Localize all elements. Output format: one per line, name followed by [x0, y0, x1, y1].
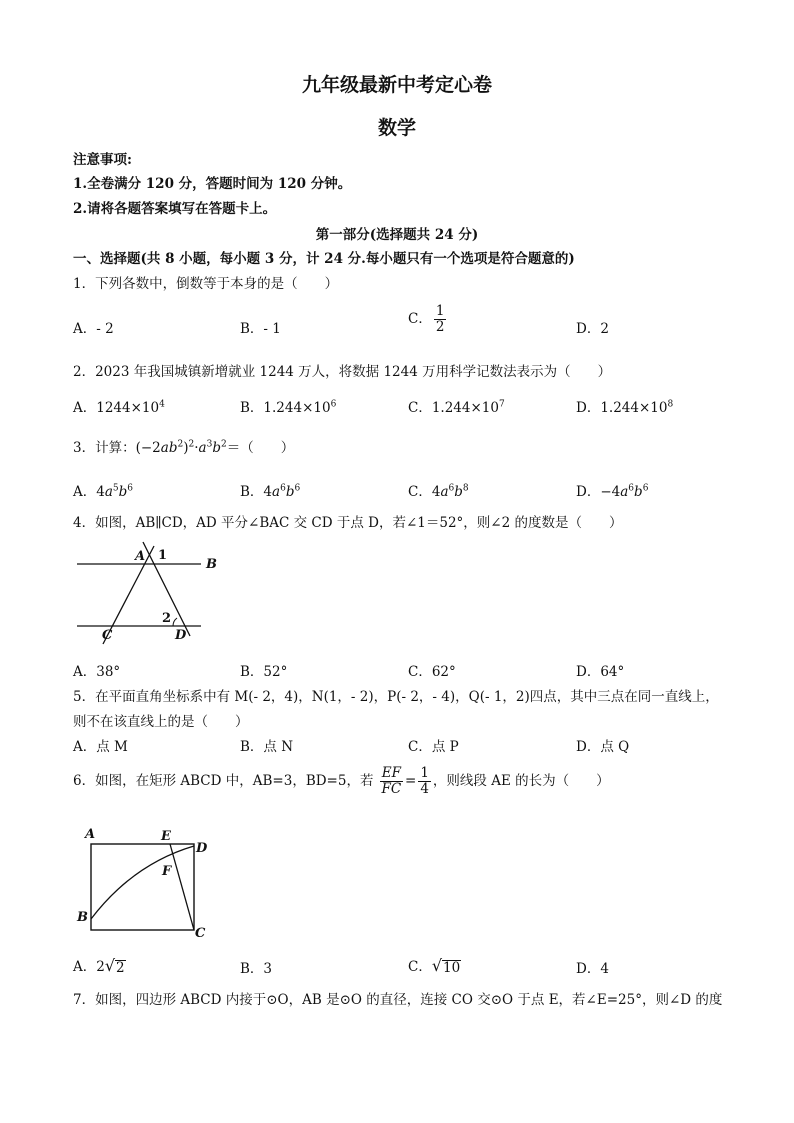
- q2-option-c: C．$1.244\times 10^7$: [408, 399, 505, 416]
- q3-stem: 3．计算：$(-2ab^2)^2\cdot a^3b^2=$（ ）: [73, 439, 295, 456]
- q6-segment-ec: [170, 844, 194, 930]
- q2-stem: 2．2023 年我国城镇新增就业 1244 万人，将数据 1244 万用科学记数法表示为（ ）: [73, 364, 612, 380]
- q6-frac-4: 4: [420, 780, 429, 797]
- q4-figure: [73, 538, 233, 650]
- q6-label-b: B: [77, 910, 88, 925]
- q6-label-a: A: [85, 827, 96, 842]
- q6-label-c: C: [195, 926, 206, 940]
- part1-title: 第一部分(选择题共 24 分): [315, 227, 479, 243]
- q6-label-d: D: [196, 841, 208, 856]
- q6-curve-bd: [91, 846, 194, 919]
- q6-frac-fc: FC: [381, 780, 402, 797]
- q4-option-c: C．62°: [408, 664, 456, 680]
- q4-option-a: A．38°: [73, 664, 121, 680]
- q6-option-a: A．2 √ 2: [73, 956, 125, 976]
- q6-figure: [73, 824, 213, 940]
- q1-stem: 1．下列各数中，倒数等于本身的是（ ）: [73, 276, 339, 292]
- notes-item-2: 2.请将各题答案填写在答题卡上。: [73, 201, 277, 217]
- q4-label-b: B: [206, 557, 217, 572]
- q5-option-b: B．点 N: [240, 739, 294, 755]
- q4-option-d: D．64°: [576, 664, 625, 680]
- q1-option-b: B．- 1: [240, 321, 281, 337]
- notes-heading: 注意事项:: [73, 152, 132, 168]
- q1-c-numerator: 1: [435, 303, 445, 319]
- section-heading: 一、选择题(共 8 小题，每小题 3 分，计 24 分.每小题只有一个选项是符合题意的): [73, 251, 575, 267]
- q5-stem-line-1: 5．在平面直角坐标系中有 M(- 2，4)，N(1，- 2)，P(- 2，- 4)，Q(- 1，2)四点，其中三点在同一直线上，: [73, 689, 719, 705]
- exam-title: 九年级最新中考定心卷: [301, 74, 492, 96]
- q6-option-d: D．4: [576, 961, 609, 977]
- q1-option-a: A．- 2: [73, 321, 114, 337]
- q5-stem-line-2: 则不在该直线上的是（ ）: [73, 714, 249, 730]
- q6-stem: 6．如图，在矩形 ABCD 中，AB=3，BD=5，若 $\frac{EF}{FC}$ = $\frac{1}{4}$ ，则线段 AE 的长为（ ）: [73, 765, 610, 797]
- q6-frac-1: 1: [420, 765, 429, 781]
- q6-label-e: E: [161, 829, 171, 844]
- notes-item-1: 1.全卷满分 120 分，答题时间为 120 分钟。: [73, 176, 352, 192]
- q1-option-c: C． $\frac{1}{2}$: [408, 303, 445, 335]
- q6-option-c: C． √ 10: [408, 956, 461, 976]
- q3-option-d: D．$-4a^6b^6$: [576, 483, 649, 500]
- q2-option-a: A．$1244\times 10^4$: [73, 399, 165, 416]
- q4-option-b: B．52°: [240, 664, 288, 680]
- q3-option-a: A．$4a^5b^6$: [73, 483, 134, 500]
- subject-title: 数学: [377, 117, 416, 139]
- q4-label-a: A: [135, 549, 146, 564]
- q4-angle-2-arc: [173, 618, 177, 626]
- q5-option-a: A．点 M: [73, 739, 128, 755]
- q3-option-b: B．$4a^6b^6$: [240, 483, 301, 500]
- q3-expression: $(-2ab^2)^2\cdot a^3b^2$: [135, 439, 227, 456]
- q2-option-d: D．$1.244\times 10^8$: [576, 399, 674, 416]
- q4-label-d: D: [175, 628, 187, 643]
- q5-option-c: C．点 P: [408, 739, 459, 755]
- q6-rectangle-abcd: [91, 844, 194, 930]
- q6-label-f: F: [162, 864, 172, 879]
- q5-option-d: D．点 Q: [576, 739, 630, 755]
- q1-option-d: D．2: [576, 321, 609, 337]
- q1-c-denominator: 2: [435, 318, 445, 335]
- q3-option-c: C．$4a^6b^8$: [408, 483, 469, 500]
- q6-option-b: B．3: [240, 961, 273, 977]
- q2-option-b: B．$1.244\times 10^6$: [240, 399, 337, 416]
- q4-label-c: C: [102, 628, 113, 643]
- q4-label-1: 1: [158, 548, 168, 563]
- q7-stem: 7．如图，四边形 ABCD 内接于⊙O，AB 是⊙O 的直径，连接 CO 交⊙O 于点 E，若∠E=25°，则∠D 的度: [73, 992, 723, 1008]
- q6-frac-ef: EF: [381, 765, 401, 781]
- q4-label-2: 2: [162, 611, 172, 626]
- q4-stem: 4．如图，AB∥CD，AD 平分∠BAC 交 CD 于点 D，若∠1＝52°，则∠2 的度数是（ ）: [73, 515, 623, 531]
